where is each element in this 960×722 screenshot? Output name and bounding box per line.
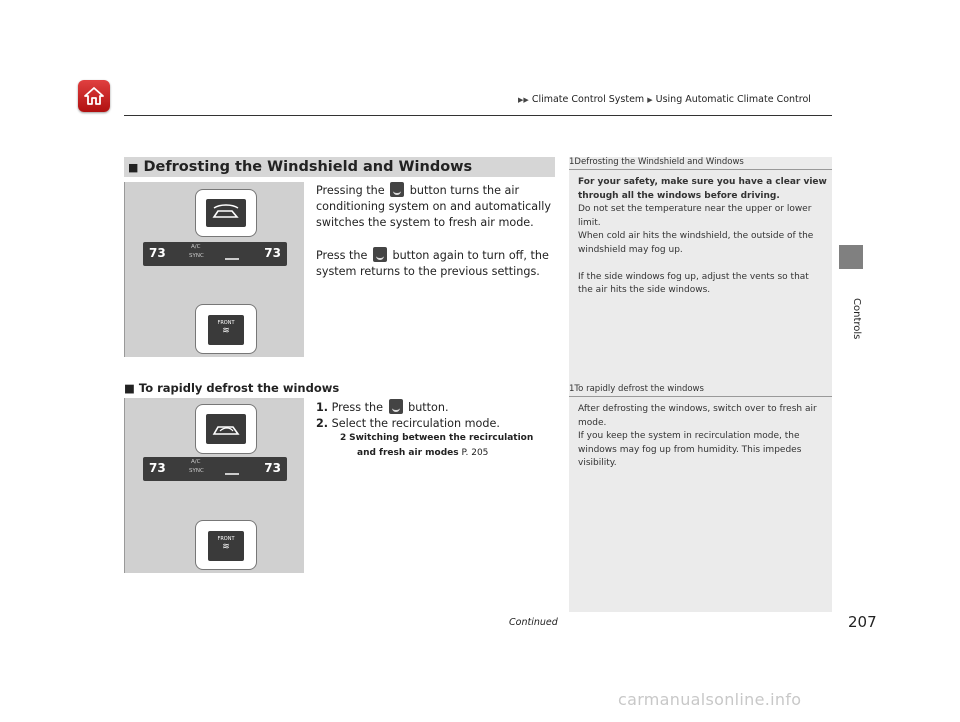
xref-icon: 2	[340, 433, 347, 443]
note-rapid-defrost: 1To rapidly defrost the windows After defrosting the windows, switch over to fresh air mode. If you keep the system in recirculation mode, the windows may fog up from humidity. This impedes visibility.	[569, 384, 832, 471]
note-icon: 1	[569, 384, 575, 394]
control-panel	[143, 242, 287, 266]
note-defrost: 1Defrosting the Windshield and Windows For your safety, make sure you have a clear view through all the windows before driving. Do not set the temperature near the upper or lower limit. When cold air hits the windshield, the outside of the windshield may fog up. If the side windows fog up, adjust the vents so that the air hits the side windows.	[569, 157, 832, 298]
zoom-bubble	[195, 404, 257, 454]
sync-label: SYNC	[189, 468, 204, 474]
breadcrumb-item[interactable]: Climate Control System	[531, 94, 645, 105]
paragraph: Press the button again to turn off, the system returns to the previous settings.	[316, 249, 549, 278]
illustration-rapid-defrost	[124, 398, 304, 573]
note-heading: 1To rapidly defrost the windows	[569, 384, 832, 397]
page-number: 207	[848, 613, 877, 631]
arrow-icon: ▶	[647, 96, 653, 104]
temp-right: 73	[264, 246, 281, 260]
front-defrost-icon	[373, 247, 387, 262]
front-defrost-button	[208, 315, 244, 345]
recirc-button	[206, 414, 246, 444]
sync-label: SYNC	[189, 253, 204, 259]
home-icon	[83, 86, 105, 106]
fan-level-icon	[225, 465, 239, 475]
car-recirc-icon	[206, 414, 246, 444]
breadcrumb	[518, 94, 811, 105]
steps-list	[316, 399, 500, 432]
section-title: ■ Defrosting the Windshield and Windows	[124, 157, 555, 177]
temp-right: 73	[264, 461, 281, 475]
note-icon: 1	[569, 157, 575, 167]
continued-label: Continued	[509, 617, 558, 628]
front-defrost-button	[208, 531, 244, 561]
front-defrost-icon	[389, 399, 403, 414]
chapter-label: Controls	[851, 298, 862, 340]
square-icon: ■	[124, 381, 135, 395]
ac-label: A/C	[191, 459, 201, 465]
home-button[interactable]	[78, 80, 110, 112]
car-recirc-icon	[206, 199, 246, 227]
subsection-title: ■ To rapidly defrost the windows	[124, 381, 340, 395]
note-heading: 1Defrosting the Windshield and Windows	[569, 157, 832, 170]
chapter-tab	[839, 245, 863, 269]
square-icon: ■	[128, 161, 139, 174]
zoom-bubble	[195, 189, 257, 237]
fan-level-icon	[225, 250, 239, 260]
step: 2. Select the recirculation mode.	[316, 417, 500, 430]
zoom-bubble	[195, 520, 257, 570]
breadcrumb-item[interactable]: Using Automatic Climate Control	[655, 94, 811, 105]
header-rule	[124, 115, 832, 116]
zoom-bubble	[195, 304, 257, 354]
front-label: FRONT	[217, 536, 235, 542]
watermark: carmanualsonline.info	[618, 690, 802, 709]
step: 1. Press the button.	[316, 401, 449, 414]
ac-label: A/C	[191, 244, 201, 250]
temp-left: 73	[149, 246, 166, 260]
temp-left: 73	[149, 461, 166, 475]
arrow-icon: ▶▶	[518, 96, 529, 104]
recirc-button	[206, 199, 246, 227]
cross-reference[interactable]: 2 Switching between the recirculation and fresh air modes P. 205	[340, 433, 534, 458]
defrost-icon: ≋	[222, 326, 230, 336]
front-label: FRONT	[217, 320, 235, 326]
front-defrost-icon	[390, 182, 404, 197]
paragraph: Pressing the button turns the air conditioning system on and automatically switches the system to fresh air mode.	[316, 184, 551, 229]
illustration-defrost	[124, 182, 304, 357]
control-panel	[143, 457, 287, 481]
defrost-icon: ≋	[222, 542, 230, 552]
